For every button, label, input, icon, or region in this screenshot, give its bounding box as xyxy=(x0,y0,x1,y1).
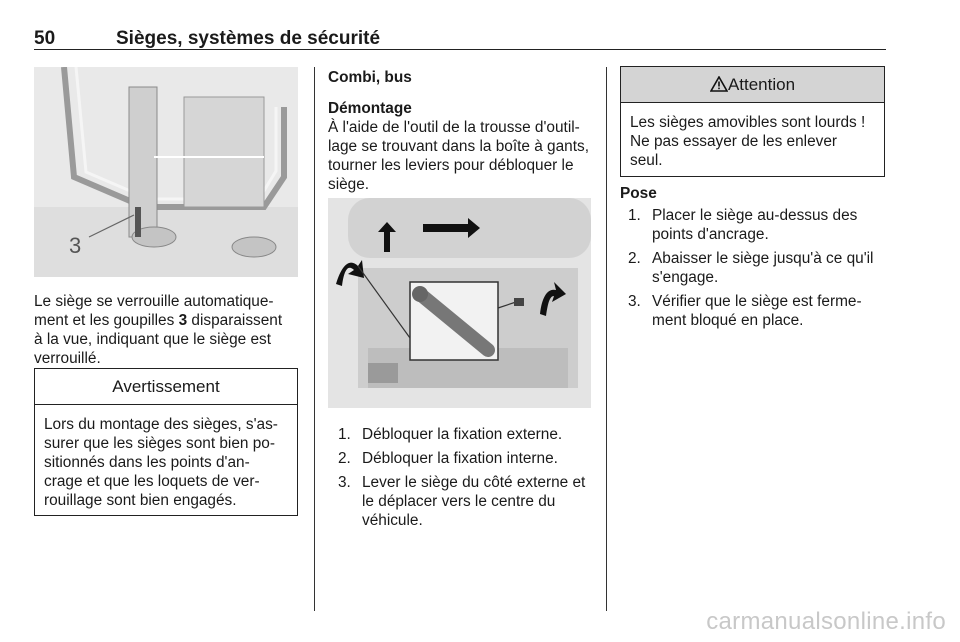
body-line: disparaissent xyxy=(187,312,283,329)
body-line: verrouillé. xyxy=(34,350,101,367)
step-text: Abaisser le siège jusqu'à ce qu'il xyxy=(652,250,874,267)
step-text: Lever le siège du côté externe et xyxy=(362,474,586,491)
pin-reference: 3 xyxy=(178,312,188,329)
seat-latch-illustration xyxy=(34,67,298,277)
page-number: 50 xyxy=(34,28,56,49)
pose-title: Pose xyxy=(620,185,657,202)
lock-paragraph xyxy=(34,292,300,368)
attention-line: seul. xyxy=(630,152,663,169)
page-title: Sièges, systèmes de sécurité xyxy=(116,28,381,49)
intro-line: siège. xyxy=(328,176,370,193)
warning-line: Lors du montage des sièges, s'as- xyxy=(44,416,278,433)
attention-title: Attention xyxy=(727,75,796,94)
step-text: Placer le siège au-dessus des xyxy=(652,207,858,224)
body-line: Le siège se verrouille automatique- xyxy=(34,293,274,310)
body-line: ment et les goupilles xyxy=(34,312,179,329)
step-item xyxy=(338,449,592,468)
intro-line: lage se trouvant dans la boîte à gants, xyxy=(328,138,589,155)
step-number: 2. xyxy=(338,450,351,467)
intro-line: À l'aide de l'outil de la trousse d'outil- xyxy=(328,119,580,136)
intro-line: tourner les leviers pour débloquer le xyxy=(328,157,574,174)
header-rule xyxy=(34,49,886,50)
step-item xyxy=(338,473,592,530)
step-text: s'engage. xyxy=(652,269,719,286)
warning-line: sitionnés dans les points d'an- xyxy=(44,454,250,471)
step-item xyxy=(628,206,886,244)
step-text: Débloquer la fixation externe. xyxy=(362,426,563,443)
step-text: le déplacer vers le centre du xyxy=(362,493,556,510)
attention-text xyxy=(621,103,884,170)
watermark-logo: carmanualsonline.info xyxy=(706,608,946,635)
step-item xyxy=(338,425,592,444)
page-header xyxy=(34,22,886,50)
warning-triangle-icon xyxy=(710,69,728,104)
removal-steps xyxy=(338,425,592,535)
subsection-title: Démontage xyxy=(328,100,412,117)
lever-release-illustration xyxy=(328,198,591,408)
step-number: 1. xyxy=(628,207,641,224)
step-number: 3. xyxy=(338,474,351,491)
section-title: Combi, bus xyxy=(328,69,412,86)
attention-line: Les sièges amovibles sont lourds ! xyxy=(630,114,866,131)
body-line: à la vue, indiquant que le siège est xyxy=(34,331,272,348)
step-number: 2. xyxy=(628,250,641,267)
attention-line: Ne pas essayer de les enlever xyxy=(630,133,838,150)
step-item xyxy=(628,292,886,330)
warning-title: Avertissement xyxy=(35,369,297,405)
warning-line: crage et que les loquets de ver- xyxy=(44,473,260,490)
install-steps xyxy=(628,206,886,335)
step-text: Débloquer la fixation interne. xyxy=(362,450,558,467)
warning-line: surer que les sièges sont bien po- xyxy=(44,435,275,452)
column-divider-1 xyxy=(314,67,315,611)
step-text: points d'ancrage. xyxy=(652,226,769,243)
attention-header xyxy=(621,67,884,103)
step-text: ment bloqué en place. xyxy=(652,312,804,329)
warning-text xyxy=(35,405,297,510)
removal-intro xyxy=(328,118,596,194)
warning-line: rouillage sont bien engagés. xyxy=(44,492,237,509)
step-text: Vérifier que le siège est ferme- xyxy=(652,293,862,310)
column-divider-2 xyxy=(606,67,607,611)
step-text: véhicule. xyxy=(362,512,423,529)
warning-box xyxy=(34,368,298,516)
step-item xyxy=(628,249,886,287)
step-number: 1. xyxy=(338,426,351,443)
attention-box xyxy=(620,66,885,177)
figure-callout-3: 3 xyxy=(69,233,82,258)
step-number: 3. xyxy=(628,293,641,310)
